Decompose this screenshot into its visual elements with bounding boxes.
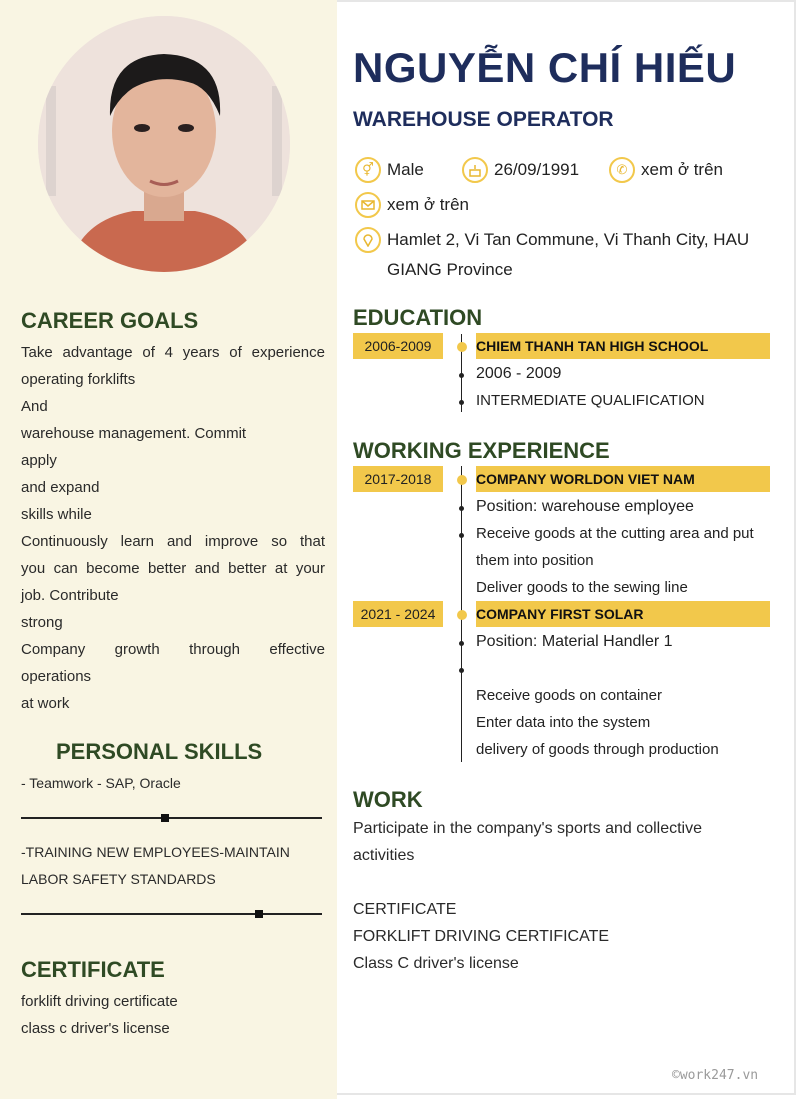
personal-skills-title: PERSONAL SKILLS — [56, 739, 263, 764]
work-text — [353, 815, 702, 977]
work-title: WORK — [353, 787, 423, 812]
duty-line: Enter data into the system — [476, 714, 651, 731]
phone-icon: ✆ — [609, 157, 635, 183]
work-line: CERTIFICATE — [353, 901, 457, 918]
career-goals-text — [21, 339, 325, 717]
career-goals-line: Take advantage of 4 years of experience — [21, 344, 325, 361]
timeline-bullet — [459, 506, 464, 511]
job-1-duties — [476, 520, 754, 601]
company-name: COMPANY WORLDON VIET NAM — [476, 471, 695, 487]
skill-2-label-line: -TRAINING NEW EMPLOYEES-MAINTAIN — [21, 844, 290, 860]
timeline-bullet — [459, 641, 464, 646]
career-goals-title: CAREER GOALS — [21, 308, 199, 333]
career-goals-line: apply — [21, 452, 57, 469]
education-school — [476, 333, 770, 359]
timeline-dot — [457, 475, 467, 485]
duty-line: them into position — [476, 552, 594, 569]
job-2-duties — [476, 682, 719, 763]
job-1-position: Position: warehouse employee — [476, 498, 694, 515]
timeline-bullet — [459, 400, 464, 405]
company-name: COMPANY FIRST SOLAR — [476, 606, 644, 622]
map-pin-icon — [355, 227, 381, 253]
experience-title: WORKING EXPERIENCE — [353, 438, 610, 463]
career-goals-line: operating forklifts — [21, 371, 136, 388]
address-line: Hamlet 2, Vi Tan Commune, Vi Thanh City, HAU — [387, 230, 750, 249]
skill-2-knob — [255, 910, 263, 918]
watermark: ©work247.vn — [672, 1068, 759, 1083]
email-info — [355, 192, 469, 218]
career-goals-line: at work — [21, 695, 70, 712]
education-qualification: INTERMEDIATE QUALIFICATION — [476, 392, 705, 409]
career-goals-line: and expand — [21, 479, 100, 496]
candidate-name: NGUYỄN CHÍ HIẾU — [353, 44, 737, 91]
school-name: CHIEM THANH TAN HIGH SCHOOL — [476, 338, 709, 354]
skill-1-knob — [161, 814, 169, 822]
job-2-company — [476, 601, 770, 627]
career-goals-line: Continuously learn and improve so that — [21, 533, 325, 550]
certificate-item: forklift driving certificate — [21, 993, 178, 1010]
job-2-date: 2021 - 2024 — [353, 601, 443, 627]
skill-2-bar — [21, 913, 322, 915]
duty-line: Receive goods on container — [476, 687, 662, 704]
career-goals-line: you can become better and better at your — [21, 560, 325, 577]
certificate-title: CERTIFICATE — [21, 957, 165, 982]
job-1-date: 2017-2018 — [353, 466, 443, 492]
career-goals-line: operations — [21, 668, 92, 685]
timeline-dot — [457, 342, 467, 352]
education-title: EDUCATION — [353, 305, 483, 330]
skill-2-label-line: LABOR SAFETY STANDARDS — [21, 871, 216, 887]
address-line: GIANG Province — [387, 260, 513, 279]
skill-1-bar — [21, 817, 322, 819]
portrait-illustration — [38, 16, 290, 272]
birthday-info — [462, 157, 579, 183]
skill-1-label: - Teamwork - SAP, Oracle — [21, 775, 181, 791]
duty-line: Deliver goods to the sewing line — [476, 579, 688, 596]
birthday-cake-icon — [462, 157, 488, 183]
gender-info — [355, 157, 424, 183]
work-line: FORKLIFT DRIVING CERTIFICATE — [353, 928, 610, 945]
profile-photo — [38, 16, 290, 272]
work-line: activities — [353, 847, 415, 864]
job-1-company — [476, 466, 770, 492]
address-value — [387, 225, 749, 285]
work-line: Participate in the company's sports and collective — [353, 820, 703, 837]
education-date: 2006-2009 — [353, 333, 443, 359]
job-2-position: Position: Material Handler 1 — [476, 633, 673, 650]
job-title: WAREHOUSE OPERATOR — [353, 108, 614, 131]
address-info — [355, 227, 749, 285]
career-goals-line: And — [21, 398, 48, 415]
career-goals-line: Company growth through effective — [21, 641, 325, 658]
email-value: xem ở trên — [387, 195, 470, 214]
work-line: Class C driver's license — [353, 955, 519, 972]
timeline-bullet — [459, 533, 464, 538]
career-goals-line: warehouse management. Commit — [21, 425, 247, 442]
phone-value: xem ở trên — [641, 160, 724, 179]
phone-info — [609, 157, 723, 183]
skill-2-label — [21, 839, 290, 893]
career-goals-line: skills while — [21, 506, 92, 523]
timeline-bullet — [459, 668, 464, 673]
certificate-item: class c driver's license — [21, 1020, 170, 1037]
career-goals-line: strong — [21, 614, 63, 631]
gender-value: Male — [387, 160, 424, 179]
timeline-bullet — [459, 373, 464, 378]
gender-icon: ⚥ — [355, 157, 381, 183]
timeline-dot — [457, 610, 467, 620]
birthday-value: 26/09/1991 — [494, 160, 580, 179]
duty-line: delivery of goods through production — [476, 741, 719, 758]
education-period: 2006 - 2009 — [476, 365, 562, 382]
duty-line: Receive goods at the cutting area and put — [476, 525, 754, 542]
certificate-list — [21, 988, 178, 1042]
email-icon — [355, 192, 381, 218]
career-goals-line: job. Contribute — [21, 587, 119, 604]
